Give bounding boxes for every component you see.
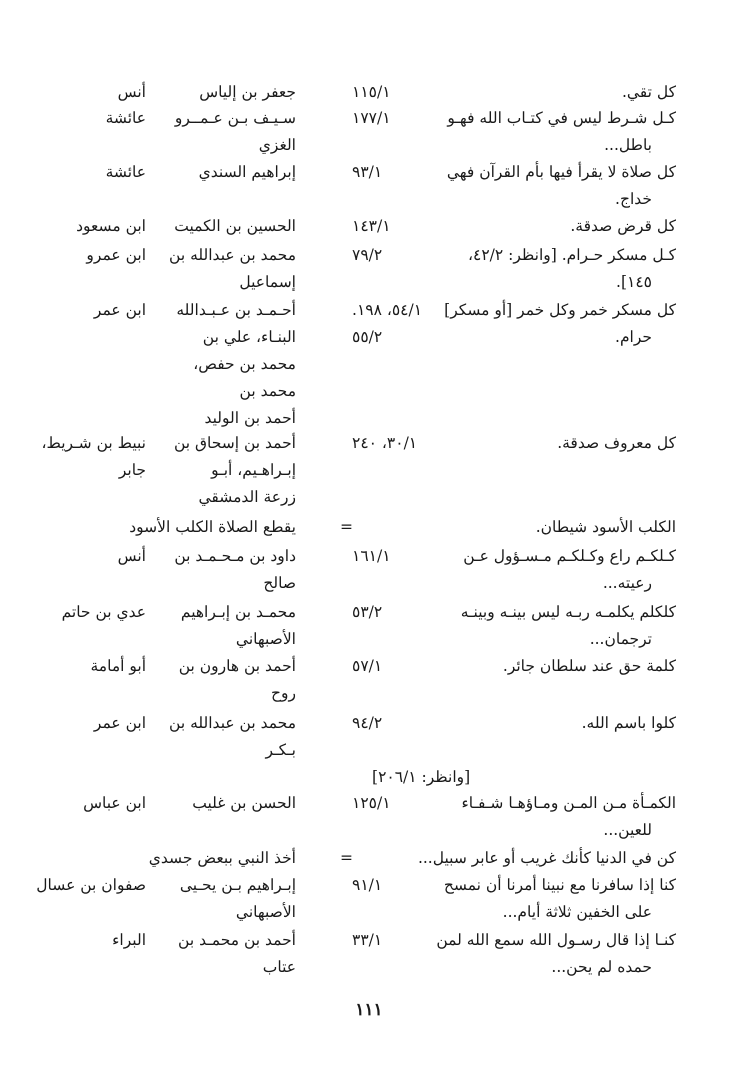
reference: ٩١/١ [352, 876, 383, 894]
narrator: محمـد بن إبـراهيم [180, 603, 296, 621]
narrator: الحسين بن الكميت [174, 217, 296, 235]
reference: ١١٥/١ [352, 83, 391, 101]
hadith-text: كل تقي. [621, 83, 676, 101]
cross-ref-text: يقطع الصلاة الكلب الأسود [129, 518, 296, 536]
narrator: أحمد بن محمـد بن [178, 931, 296, 949]
reference: ٩٣/١ [352, 163, 383, 181]
hadith-text: كـل مسكر حـرام. [وانظر: ٤٢/٢، [468, 246, 676, 264]
hadith-text: ترجمان... [589, 630, 652, 648]
hadith-text: كنـا إذا قال رسـول الله سمع الله لمن [436, 931, 676, 949]
companion: جابر [118, 461, 146, 479]
narrator: البنـاء، علي بن [202, 328, 296, 346]
hadith-text: باطل... [604, 136, 652, 154]
hadith-text: ١٤٥]. [616, 273, 652, 291]
hadith-text: رعيته... [602, 574, 652, 592]
reference: ٥٣/٢ [352, 603, 383, 621]
hadith-text: الكلب الأسود شيطان. [535, 518, 676, 536]
narrator: محمد بن [239, 382, 296, 400]
hadith-text: الكمـأة مـن المـن ومـاؤهـا شـفـاء [461, 794, 676, 812]
hadith-text: كـل شـرط ليس في كتـاب الله فهـو [447, 109, 676, 127]
companion: ابن عباس [83, 794, 146, 812]
companion: عدي بن حاتم [61, 603, 146, 621]
reference: [وانظر: ٢٠٦/١] [372, 768, 471, 786]
reference: ٥٧/١ [352, 657, 383, 675]
page-number: ١١١ [355, 1000, 383, 1020]
hadith-text: كلكلم يكلمـه ربـه ليس بينـه وبينـه [460, 603, 676, 621]
hadith-text: كل صلاة لا يقرأ فيها بأم القرآن فهي [446, 163, 676, 181]
hadith-text: للعين... [603, 821, 652, 839]
companion: أبو أمامة [90, 657, 146, 675]
companion: ابن عمر [93, 714, 146, 732]
narrator: محمد بن عبدالله بن [169, 714, 296, 732]
reference: ٣٠/١، ٢٤٠ [352, 434, 418, 452]
narrator: إبـراهـيم، أبـو [211, 461, 296, 479]
hadith-text: كلوا باسم الله. [581, 714, 676, 732]
hadith-text: على الخفين ثلاثة أيام... [502, 903, 652, 921]
cross-ref-sign: = [340, 849, 353, 867]
narrator: الأصبهاني [235, 903, 296, 921]
narrator: إبـراهيم بـن يحـيى [179, 876, 296, 894]
narrator: إسماعيل [239, 273, 296, 291]
narrator: جعفر بن إلياس [199, 83, 296, 101]
hadith-text: كل مسكر خمر وكل خمر [أو مسكر] [444, 301, 676, 319]
narrator: أحمد بن الوليد [204, 409, 296, 427]
companion: عائشة [105, 163, 146, 181]
hadith-text: خداج. [615, 190, 652, 208]
narrator: أحمد بن هارون بن [178, 657, 296, 675]
reference: ٥٤/١، ١٩٨. [352, 301, 423, 319]
reference: ١٧٧/١ [352, 109, 391, 127]
reference: ٣٣/١ [352, 931, 383, 949]
narrator: عتاب [262, 958, 296, 976]
companion: ابن مسعود [76, 217, 146, 235]
narrator: زرعة الدمشقي [198, 488, 296, 506]
narrator: إبراهيم السندي [198, 163, 296, 181]
companion: نبيط بن شـريط، [41, 434, 146, 452]
narrator: أحمد بن إسحاق بن [173, 434, 296, 452]
narrator: داود بن مـحـمـد بن [174, 547, 296, 565]
hadith-text: كل معروف صدقة. [557, 434, 676, 452]
reference: ٥٥/٢ [352, 328, 383, 346]
hadith-text: كـلكـم راع وكـلكـم مـسـؤول عـن [463, 547, 676, 565]
narrator: الأصبهاني [235, 630, 296, 648]
hadith-text: كل قرض صدقة. [570, 217, 676, 235]
cross-ref-sign: = [340, 518, 353, 536]
narrator: الغزي [258, 136, 296, 154]
narrator: صالح [263, 574, 296, 592]
companion: ابن عمر [93, 301, 146, 319]
companion: عائشة [105, 109, 146, 127]
companion: البراء [112, 931, 146, 949]
narrator: أحـمـد بن عـبـدالله [176, 301, 296, 319]
hadith-text: حرام. [615, 328, 652, 346]
companion: ابن عمرو [86, 246, 146, 264]
narrator: بـكـر [265, 741, 296, 759]
reference: ١٢٥/١ [352, 794, 391, 812]
cross-ref-text: أخذ النبي ببعض جسدي [148, 849, 296, 867]
reference: ٩٤/٢ [352, 714, 383, 732]
reference: ١٦١/١ [352, 547, 391, 565]
reference: ١٤٣/١ [352, 217, 391, 235]
narrator: محمد بن حفص، [193, 355, 296, 373]
companion: أنس [117, 83, 146, 101]
companion: صفوان بن عسال [36, 876, 146, 894]
companion: أنس [117, 547, 146, 565]
narrator: الحسن بن غليب [192, 794, 296, 812]
hadith-text: كنا إذا سافرنا مع نبينا أمرنا أن نمسح [443, 876, 676, 894]
reference: ٧٩/٢ [352, 246, 383, 264]
hadith-text: كن في الدنيا كأنك غريب أو عابر سبيل... [417, 849, 676, 867]
narrator: روح [271, 684, 296, 702]
hadith-text: كلمة حق عند سلطان جائر. [502, 657, 676, 675]
narrator: محمد بن عبدالله بن [169, 246, 296, 264]
hadith-text: حمده لم يحن... [551, 958, 652, 976]
narrator: سـيـف بـن عـمــرو [174, 109, 296, 127]
